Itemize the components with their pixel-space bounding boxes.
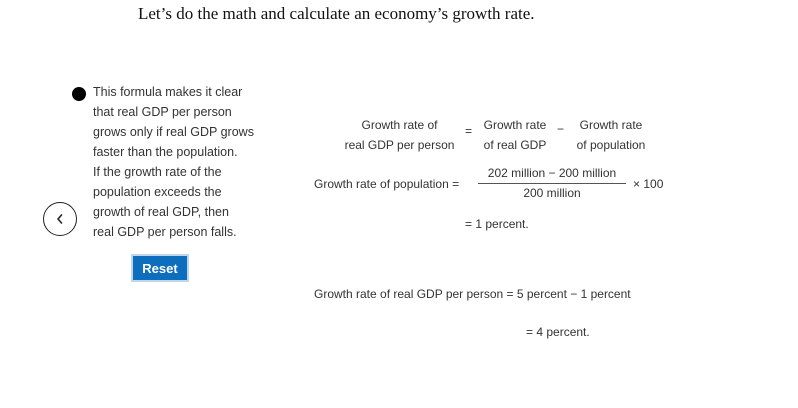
explanation-line: This formula makes it clear: [93, 85, 243, 99]
equation3-result: = 4 percent.: [526, 325, 590, 339]
equation1-term1: [475, 115, 555, 155]
equation2-multiplier: × 100: [633, 177, 664, 191]
explanation-line: faster than the population.: [93, 145, 238, 159]
equation1-lhs: [332, 115, 467, 155]
explanation-text: [93, 82, 278, 242]
equation2-lhs: Growth rate of population =: [314, 177, 460, 191]
equation2-result: = 1 percent.: [465, 217, 529, 231]
explanation-line: population exceeds the: [93, 185, 222, 199]
equation1-lhs-line2: real GDP per person: [344, 138, 455, 152]
back-button[interactable]: [43, 202, 77, 236]
equation1-term2-line2: of population: [576, 138, 646, 152]
bullet-icon: [72, 87, 86, 101]
chevron-left-icon: [55, 213, 65, 225]
explanation-line: growth of real GDP, then: [93, 205, 229, 219]
equation1-equals: =: [465, 124, 473, 138]
equation3-line: Growth rate of real GDP per person = 5 percent − 1 percent: [314, 287, 631, 301]
reset-button[interactable]: Reset: [131, 254, 189, 282]
equation2-denominator: 200 million: [523, 186, 581, 200]
equation1-term2: [568, 115, 654, 155]
fraction-bar: [478, 183, 626, 184]
equation1-term1-line1: Growth rate: [483, 118, 547, 132]
explanation-line: real GDP per person falls.: [93, 225, 237, 239]
equation1-term2-line1: Growth rate: [579, 118, 643, 132]
equation1-lhs-line1: Growth rate of: [361, 118, 438, 132]
equation2-numerator: 202 million − 200 million: [487, 166, 617, 180]
equation1-term1-line2: of real GDP: [483, 138, 547, 152]
explanation-line: If the growth rate of the: [93, 165, 222, 179]
explanation-line: that real GDP per person: [93, 105, 232, 119]
page-title: Let’s do the math and calculate an economy’s growth rate.: [138, 4, 535, 23]
equation1-minus: −: [557, 122, 565, 136]
explanation-line: grows only if real GDP grows: [93, 125, 254, 139]
